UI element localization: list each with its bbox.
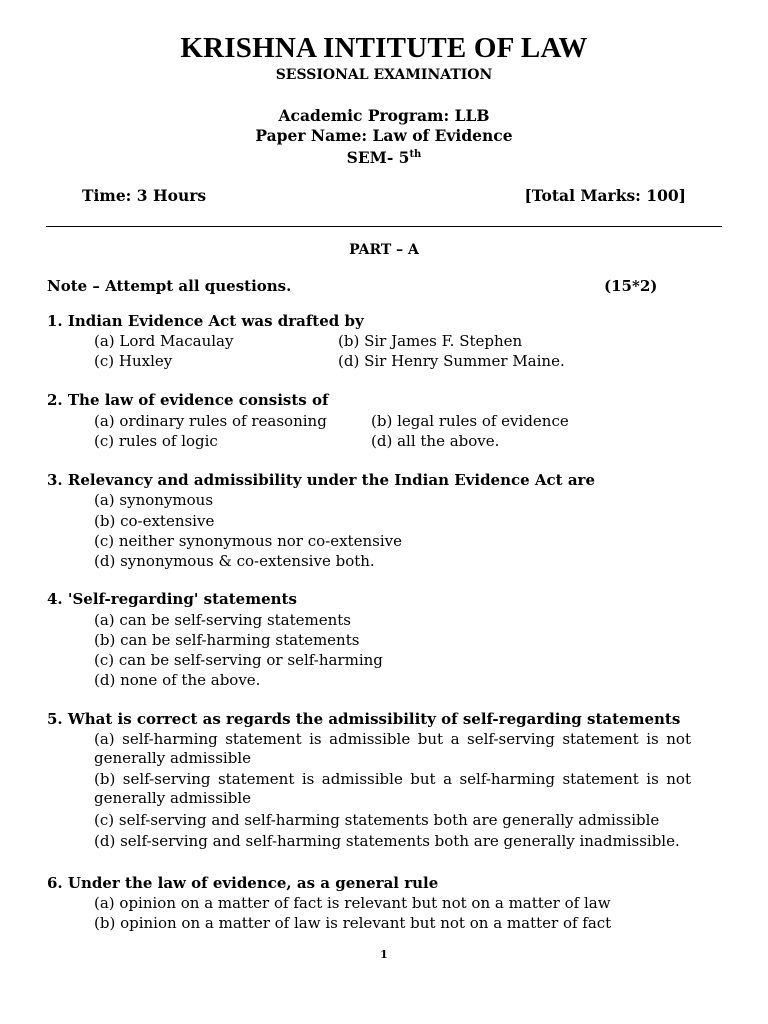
q3-option-a: (a) synonymous bbox=[94, 491, 214, 509]
exam-type: SESSIONAL EXAMINATION bbox=[275, 67, 493, 83]
q6-option-b: (b) opinion on a matter of law is relevant but not on a matter of fact bbox=[94, 914, 612, 932]
q4-option-a: (a) can be self-serving statements bbox=[94, 611, 351, 629]
q1-option-d: (d) Sir Henry Summer Maine. bbox=[338, 352, 565, 370]
institute-title: KRISHNA INTITUTE OF LAW bbox=[180, 32, 588, 64]
q4-option-d: (d) none of the above. bbox=[94, 671, 261, 689]
q5-option-c: (c) self-serving and self-harming statements both are generally admissible bbox=[94, 811, 660, 829]
q1-option-a: (a) Lord Macaulay bbox=[94, 332, 234, 350]
q2-option-a: (a) ordinary rules of reasoning bbox=[94, 412, 327, 430]
question-6: 6. Under the law of evidence, as a general rule bbox=[47, 874, 439, 892]
divider bbox=[46, 226, 722, 227]
question-4: 4. 'Self-regarding' statements bbox=[47, 590, 297, 608]
instructions-note: Note – Attempt all questions. bbox=[47, 277, 292, 295]
question-5: 5. What is correct as regards the admissibility of self-regarding statements bbox=[47, 710, 681, 728]
q4-option-b: (b) can be self-harming statements bbox=[94, 631, 360, 649]
semester bbox=[0, 146, 768, 167]
q5-option-a-continued: generally admissible bbox=[94, 749, 252, 767]
q1-option-b: (b) Sir James F. Stephen bbox=[338, 332, 523, 350]
q3-option-d: (d) synonymous & co-extensive both. bbox=[94, 552, 375, 570]
q5-option-b: (b) self-serving statement is admissible but a self-harming statement is not bbox=[94, 770, 691, 788]
total-marks: [Total Marks: 100] bbox=[524, 186, 686, 205]
q6-option-a: (a) opinion on a matter of fact is relevant but not on a matter of law bbox=[94, 894, 611, 912]
exam-time: Time: 3 Hours bbox=[82, 186, 207, 205]
q3-option-b: (b) co-extensive bbox=[94, 512, 215, 530]
academic-program: Academic Program: LLB bbox=[278, 106, 490, 125]
q5-option-a: (a) self-harming statement is admissible but a self-serving statement is not bbox=[94, 730, 691, 748]
paper-name: Paper Name: Law of Evidence bbox=[255, 126, 513, 145]
q2-option-c: (c) rules of logic bbox=[94, 432, 218, 450]
question-1: 1. Indian Evidence Act was drafted by bbox=[47, 312, 364, 330]
question-3: 3. Relevancy and admissibility under the Indian Evidence Act are bbox=[47, 471, 595, 489]
part-heading: PART – A bbox=[349, 242, 419, 258]
q4-option-c: (c) can be self-serving or self-harming bbox=[94, 651, 383, 669]
q5-option-b-continued: generally admissible bbox=[94, 789, 252, 807]
page-number: 1 bbox=[380, 948, 388, 961]
note-marks: (15*2) bbox=[604, 277, 658, 295]
semester-suffix: th bbox=[409, 149, 422, 160]
q2-option-b: (b) legal rules of evidence bbox=[371, 412, 569, 430]
semester-label: SEM- 5 bbox=[346, 148, 410, 167]
q1-option-c: (c) Huxley bbox=[94, 352, 173, 370]
q3-option-c: (c) neither synonymous nor co-extensive bbox=[94, 532, 402, 550]
question-2: 2. The law of evidence consists of bbox=[47, 391, 329, 409]
q5-option-d: (d) self-serving and self-harming statements both are generally inadmissible. bbox=[94, 832, 680, 850]
q2-option-d: (d) all the above. bbox=[371, 432, 500, 450]
